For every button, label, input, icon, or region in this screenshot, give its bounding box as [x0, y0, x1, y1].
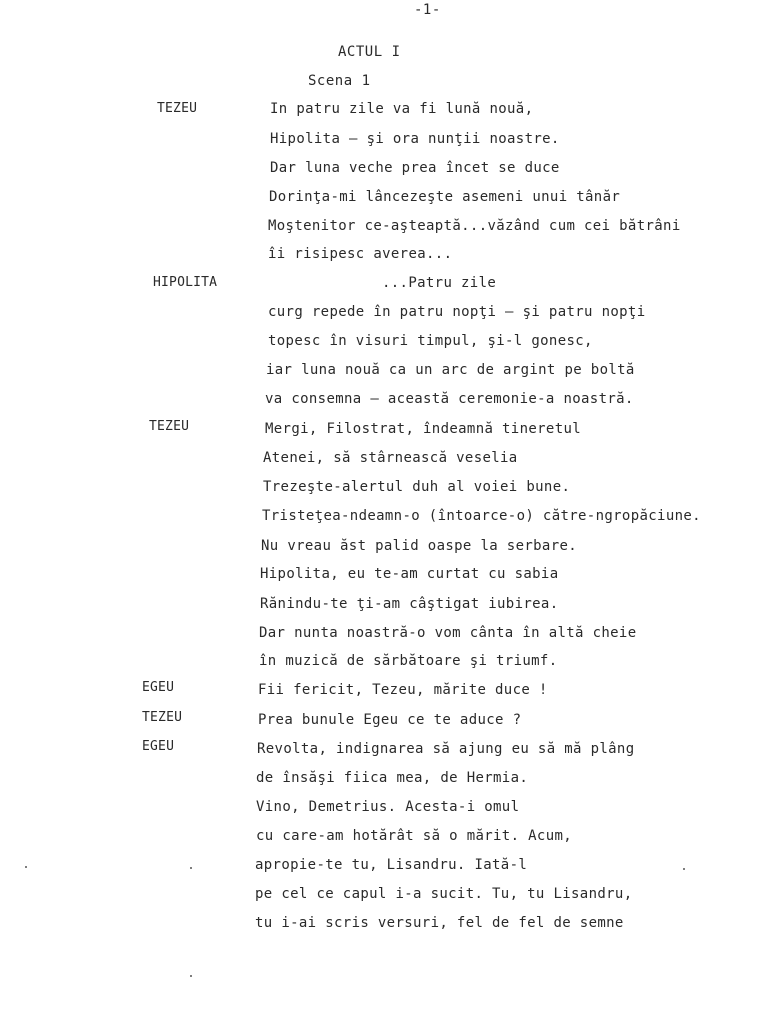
verse-line: Revolta, indignarea să ajung eu să mă plâng [257, 741, 635, 757]
verse-line: pe cel ce capul i-a sucit. Tu, tu Lisandru, [255, 886, 633, 902]
speaker-name: HIPOLITA [153, 275, 218, 290]
scene-title: Scena 1 [308, 73, 371, 89]
verse-line: topesc în visuri timpul, şi-l gonesc, [268, 333, 593, 349]
verse-line: Hipolita, eu te-am curtat cu sabia [260, 566, 559, 582]
verse-line: Fii fericit, Tezeu, mărite duce ! [258, 682, 548, 698]
verse-line: cu care-am hotărât să o mărit. Acum, [256, 828, 573, 844]
verse-line: In patru zile va fi lună nouă, [270, 101, 534, 117]
verse-line: tu i-ai scris versuri, fel de fel de semne [255, 915, 624, 931]
speaker-name: EGEU [142, 739, 175, 754]
verse-line: ...Patru zile [382, 275, 497, 291]
verse-line: Hipolita – şi ora nunţii noastre. [270, 131, 560, 147]
speaker-name: TEZEU [142, 710, 183, 725]
verse-line: va consemna – această ceremonie-a noastră. [265, 391, 634, 407]
verse-line: Tristeţea-ndeamn-o (întoarce-o) către-ngropăciune. [262, 508, 701, 524]
verse-line: Mergi, Filostrat, îndeamnă tineretul [265, 421, 582, 437]
verse-line: Moştenitor ce-aşteaptă...văzând cum cei bătrâni [268, 218, 681, 234]
verse-line: Dar luna veche prea încet se duce [270, 160, 560, 176]
verse-line: în muzică de sărbătoare şi triumf. [259, 653, 558, 669]
verse-line: Dorinţa-mi lâncezeşte asemeni unui tânăr [269, 189, 621, 205]
verse-line: apropie-te tu, Lisandru. Iată-l [255, 857, 528, 873]
scan-speck [190, 867, 192, 869]
verse-line: Vino, Demetrius. Acesta-i omul [256, 799, 520, 815]
verse-line: Atenei, să stârnească veselia [263, 450, 518, 466]
verse-line: curg repede în patru nopţi – şi patru nopţi [268, 304, 646, 320]
page-number: -1- [414, 2, 441, 18]
verse-line: îi risipesc averea... [268, 246, 453, 262]
speaker-name: EGEU [142, 680, 175, 695]
speaker-name: TEZEU [149, 419, 190, 434]
verse-line: Dar nunta noastră-o vom cânta în altă cheie [259, 625, 637, 641]
verse-line: Prea bunule Egeu ce te aduce ? [258, 712, 522, 728]
scan-speck [25, 866, 27, 868]
verse-line: Trezeşte-alertul duh al voiei bune. [263, 479, 571, 495]
verse-line: iar luna nouă ca un arc de argint pe boltă [266, 362, 635, 378]
verse-line: Nu vreau ăst palid oaspe la serbare. [261, 538, 578, 554]
verse-line: de însăşi fiica mea, de Hermia. [256, 770, 529, 786]
scan-speck [683, 868, 685, 870]
speaker-name: TEZEU [157, 101, 198, 116]
act-title: ACTUL I [338, 44, 401, 60]
verse-line: Rănindu-te ţi-am câştigat iubirea. [260, 596, 559, 612]
scan-speck [190, 975, 192, 977]
